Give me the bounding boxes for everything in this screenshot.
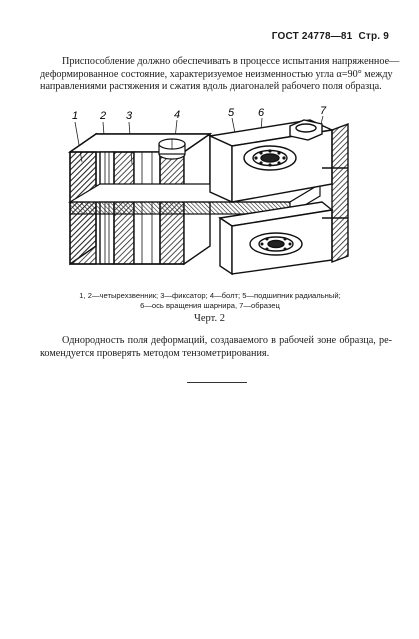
callout-2: 2 <box>100 110 107 122</box>
standard-number: ГОСТ 24778—81 <box>271 31 353 42</box>
bolt <box>159 139 185 159</box>
section-divider <box>187 382 247 383</box>
callout-5: 5 <box>228 107 235 119</box>
fixture-drawing-svg <box>60 106 360 286</box>
paragraph-line: деформированное состояние, характеризуемое неизменностью угла α=90° между <box>40 68 393 80</box>
figure-caption <box>64 291 356 310</box>
callout-7: 7 <box>320 106 327 117</box>
fixture-drawing <box>60 106 360 286</box>
paragraph-requirements <box>40 56 400 94</box>
page-number: Стр. 9 <box>358 31 389 42</box>
caption-line: 1, 2—четырехзвенник; 3—фиксатор; 4—болт; 5—подшипник радиальный; <box>79 291 341 300</box>
callout-1: 1 <box>72 110 79 122</box>
callout-4: 4 <box>174 109 181 121</box>
paragraph-line: направлениями растяжения и сжатия вдоль диагоналей рабочего поля образца. <box>40 81 382 93</box>
caption-line: 6—ось вращения шарнира, 7—образец <box>140 300 280 310</box>
paragraph-line: Однородность поля деформаций, создаваемого в рабочей зоне образца, ре- <box>62 335 392 346</box>
paragraph-line: комендуется проверять методом тензометрирования. <box>40 347 270 359</box>
callout-6: 6 <box>258 107 265 119</box>
paragraph-line: Приспособление должно обеспечивать в процессе испытания напряженное— <box>62 56 400 67</box>
figure-label: Черт. 2 <box>194 313 225 324</box>
paragraph-recommendation <box>40 335 392 360</box>
page-header <box>272 31 389 42</box>
callout-3: 3 <box>126 110 133 122</box>
